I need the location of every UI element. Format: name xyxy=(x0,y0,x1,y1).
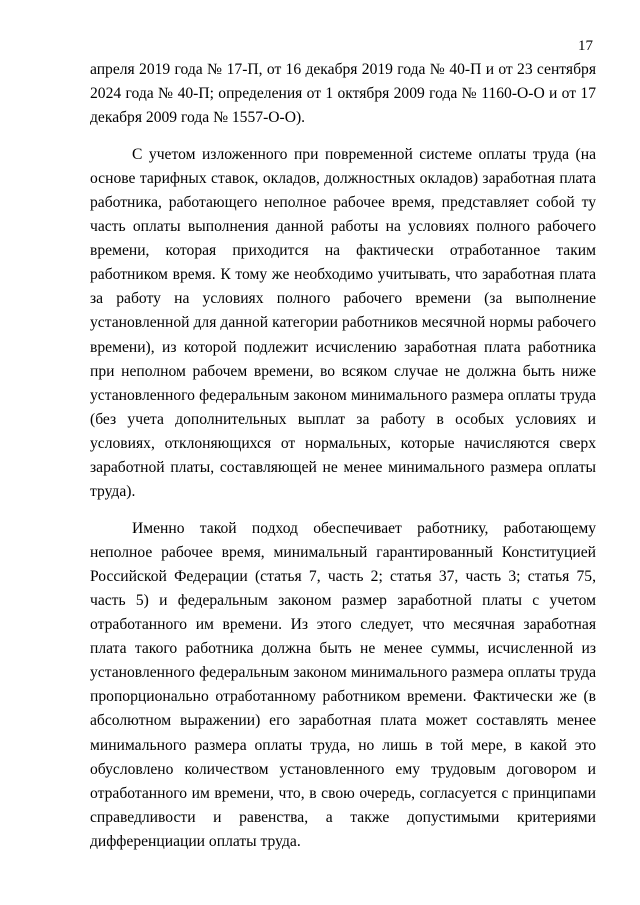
paragraph-wage-part-time: С учетом изложенного при повременной системе оплаты труда (на основе тарифных ставок, окладов, должностных окладов) заработная плата работника, работающего неполное рабочее время, представляет собой ту часть оплаты выполнения данной работы на условиях полного рабочего времени, которая приходится на фактически отработанное таким работником время. К тому же необходимо учитывать, что заработная плата за работу на условиях полного рабочего времени (за выполнение установленной для данной категории работников месячной нормы рабочего времени), из которой подлежит исчислению заработная плата работника при неполном рабочем времени, во всяком случае не должна быть ниже установленного федеральным законом минимального размера оплаты труда (без учета дополнительных выплат за работу в особых условиях и условиях, отклоняющихся от нормальных, которые начисляются сверх заработной платы, составляющей не менее минимального размера оплаты труда). xyxy=(90,145,596,501)
paragraph-minimum-guarantee: Именно такой подход обеспечивает работнику, работающему неполное рабочее время, минимальный гарантированный Конституцией Российской Федерации (статья 7, часть 2; статья 37, часть 3; статья 75, часть 5) и федеральным законом размер заработной платы с учетом отработанного им времени. Из этого следует, что месячная заработная плата такого работника должна быть не менее суммы, исчисленной из установленного федеральным законом минимального размера оплаты труда пропорционально отработанному работником времени. Фактически же (в абсолютном выражении) его заработная плата может составлять менее минимального размера оплаты труда, но лишь в той мере, в какой это обусловлено количеством установленного ему трудовым договором и отработанного им времени, что, в свою очередь, согласуется с принципами справедливости и равенства, а также допустимыми критериями дифференциации оплаты труда. xyxy=(90,519,596,850)
document-body xyxy=(90,58,596,854)
paragraph-continuation: апреля 2019 года № 17-П, от 16 декабря 2019 года № 40-П и от 23 сентября 2024 года № 40-П; определения от 1 октября 2009 года № 1160-О-О и от 17 декабря 2009 года № 1557-О-О). xyxy=(90,61,596,127)
page-number: 17 xyxy=(578,38,593,54)
